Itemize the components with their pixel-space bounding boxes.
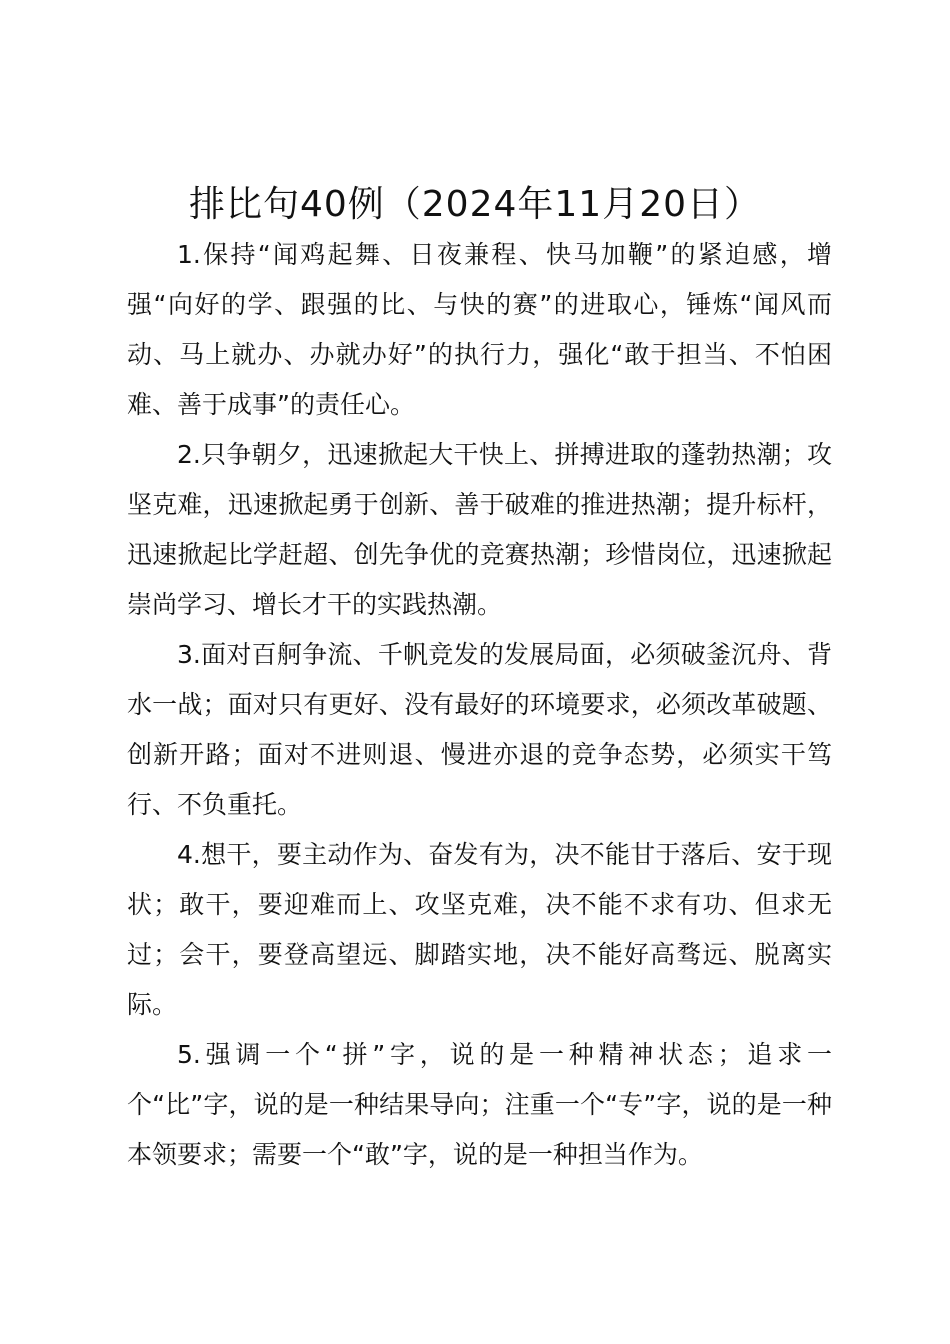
document-body xyxy=(127,230,832,1180)
paragraph-3: 3.面对百舸争流、千帆竞发的发展局面，必须破釜沉舟、背水一战；面对只有更好、没有最好的环境要求，必须改革破题、创新开路；面对不进则退、慢进亦退的竞争态势，必须实干笃行、不负重托。 xyxy=(127,640,832,819)
paragraph-4: 4.想干，要主动作为、奋发有为，决不能甘于落后、安于现状；敢干，要迎难而上、攻坚克难，决不能不求有功、但求无过；会干，要登高望远、脚踏实地，决不能好高骛远、脱离实际。 xyxy=(127,840,832,1019)
paragraph-2: 2.只争朝夕，迅速掀起大干快上、拼搏进取的蓬勃热潮；攻坚克难，迅速掀起勇于创新、善于破难的推进热潮；提升标杆，迅速掀起比学赶超、创先争优的竞赛热潮；珍惜岗位，迅速掀起崇尚学习、增长才干的实践热潮。 xyxy=(127,440,832,619)
paragraph-1: 1.保持“闻鸡起舞、日夜兼程、快马加鞭”的紧迫感，增强“向好的学、跟强的比、与快的赛”的进取心，锤炼“闻风而动、马上就办、办就办好”的执行力，强化“敢于担当、不怕困难、善于成事”的责任心。 xyxy=(127,240,832,419)
paragraph-5: 5.强调一个“拼”字，说的是一种精神状态；追求一个“比”字，说的是一种结果导向；注重一个“专”字，说的是一种本领要求；需要一个“敢”字，说的是一种担当作为。 xyxy=(127,1040,832,1169)
document-title: 排比句40例（2024年11月20日） xyxy=(188,184,762,225)
